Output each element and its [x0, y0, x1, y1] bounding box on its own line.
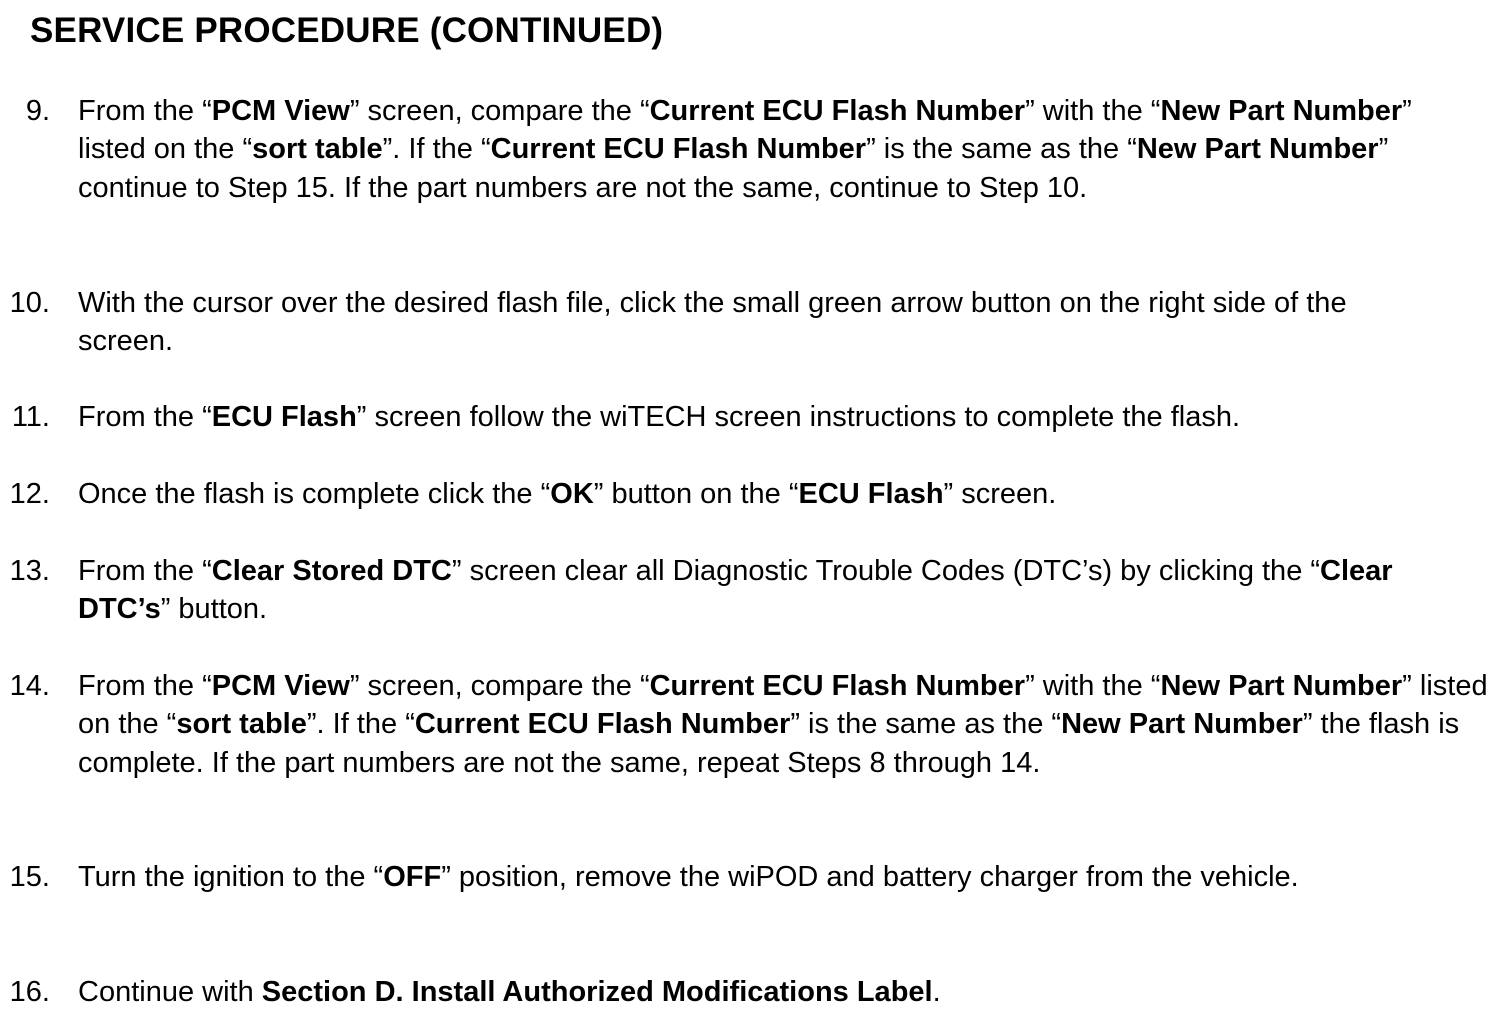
bold-term: New Part Number [1061, 708, 1303, 741]
text-run: . [932, 976, 941, 1008]
step-text [78, 475, 1478, 513]
step-number: 12. [9, 478, 50, 510]
bold-term: ECU Flash [798, 478, 944, 510]
text-run: ” continue to Step 15. If the part numbers are not the same, continue to Step 10. [78, 133, 1389, 204]
bold-term: Current ECU Flash Number [414, 708, 791, 741]
bold-term: Current ECU Flash Number [649, 95, 1026, 127]
step-number: 14. [9, 670, 50, 702]
text-run: ” screen. [943, 478, 1057, 510]
text-run: ” listed on the “ [78, 95, 1412, 166]
bold-term: ECU Flash [211, 401, 357, 433]
bold-term: New Part Number [1136, 133, 1379, 166]
text-run: ” button on the “ [593, 478, 799, 510]
text-run: Continue with [78, 976, 262, 1008]
bold-term: New Part Number [1160, 670, 1403, 702]
text-run: ” listed on the “ [78, 670, 1488, 741]
step-text [78, 667, 1488, 782]
text-run: From the “ [78, 401, 212, 433]
bold-term: Clear Stored DTC [211, 555, 452, 587]
text-run: ” with the “ [1025, 95, 1161, 127]
bold-term: Section D. Install Authorized Modifications Label [261, 976, 933, 1008]
bold-term: OK [550, 478, 594, 510]
text-run: With the cursor over the desired flash file, click the small green arrow button on the right side of the screen. [78, 287, 1347, 358]
text-run: ” button. [160, 593, 268, 626]
text-run: From the “ [78, 670, 212, 702]
step-text [78, 284, 1378, 361]
step-text [78, 398, 1478, 436]
bold-term: OFF [383, 861, 442, 893]
text-run: From the “ [78, 95, 212, 127]
step-number: 10. [9, 287, 50, 319]
text-run: Once the flash is complete click the “ [78, 478, 551, 510]
bold-term: Current ECU Flash Number [649, 670, 1026, 702]
text-run: Turn the ignition to the “ [78, 861, 384, 893]
text-run: ” screen, compare the “ [349, 670, 650, 702]
step-number: 15. [9, 861, 50, 893]
bold-term: Current ECU Flash Number [490, 133, 867, 166]
text-run: ” screen follow the wiTECH screen instructions to complete the flash. [356, 401, 1241, 433]
step-text [78, 552, 1458, 629]
text-run: ” is the same as the “ [866, 133, 1137, 166]
text-run: ”. If the “ [306, 708, 415, 741]
bold-term: PCM View [211, 95, 350, 127]
step-number: 16. [9, 976, 50, 1008]
step-text [78, 858, 1378, 896]
step-text [78, 973, 1478, 1011]
step-text [78, 92, 1478, 207]
text-run: ” with the “ [1025, 670, 1161, 702]
text-run: ”. If the “ [382, 133, 491, 166]
page-title: SERVICE PROCEDURE (CONTINUED) [30, 11, 664, 50]
bold-term: sort table [252, 133, 383, 166]
text-run: ” the flash is complete. If the part numbers are not the same, repeat Steps 8 through 14. [78, 708, 1460, 779]
bold-term: Clear DTC’s [78, 555, 1393, 626]
text-run: ” is the same as the “ [790, 708, 1062, 741]
bold-term: sort table [176, 708, 307, 741]
step-number: 9. [25, 95, 50, 127]
text-run: ” position, remove the wiPOD and battery charger from the vehicle. [441, 861, 1299, 893]
text-run: From the “ [78, 555, 212, 587]
bold-term: New Part Number [1160, 95, 1403, 127]
text-run: ” screen clear all Diagnostic Trouble Codes (DTC’s) by clicking the “ [451, 555, 1321, 587]
bold-term: PCM View [211, 670, 350, 702]
step-number: 11. [11, 401, 50, 433]
step-number: 13. [9, 555, 50, 587]
text-run: ” screen, compare the “ [349, 95, 650, 127]
